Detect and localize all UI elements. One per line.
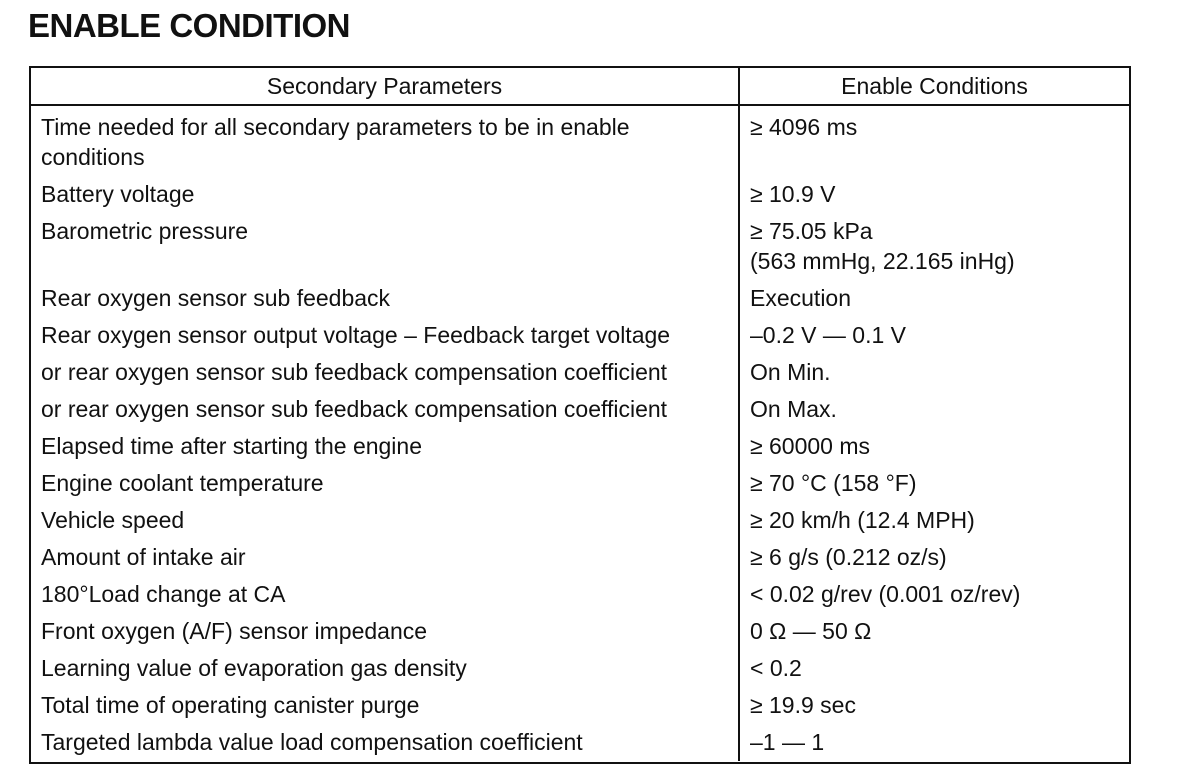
table-row: [31, 391, 1129, 428]
parameter-cell: 180°Load change at CA: [31, 576, 739, 613]
enable-condition-table: [29, 66, 1131, 764]
table-row: [31, 105, 1129, 176]
parameter-cell: Barometric pressure: [31, 213, 739, 280]
condition-cell: On Max.: [750, 396, 837, 422]
condition-cell: Execution: [750, 285, 852, 311]
condition-cell: ≥ 10.9 V: [750, 181, 836, 207]
parameter-cell: or rear oxygen sensor sub feedback compensation coefficient: [31, 354, 739, 391]
condition-cell: ≥ 70 °C (158 °F): [750, 470, 917, 496]
parameter-cell: Total time of operating canister purge: [31, 687, 739, 724]
table-row: [31, 465, 1129, 502]
condition-cell: ≥ 75.05 kPa (563 mmHg, 22.165 inHg): [750, 218, 1015, 274]
table-row: [31, 650, 1129, 687]
parameter-cell: Front oxygen (A/F) sensor impedance: [31, 613, 739, 650]
condition-cell: ≥ 60000 ms: [750, 433, 871, 459]
condition-cell: ≥ 19.9 sec: [750, 692, 856, 718]
table-row: [31, 539, 1129, 576]
condition-cell: –1 — 1: [750, 729, 825, 755]
parameter-cell: Amount of intake air: [31, 539, 739, 576]
table-row: [31, 428, 1129, 465]
parameter-cell: Elapsed time after starting the engine: [31, 428, 739, 465]
condition-cell: –0.2 V — 0.1 V: [750, 322, 906, 348]
parameter-cell: Engine coolant temperature: [31, 465, 739, 502]
table-row: [31, 213, 1129, 280]
header-enable-conditions: Enable Conditions: [739, 68, 1129, 105]
condition-cell: ≥ 4096 ms: [750, 114, 858, 140]
parameter-cell: Battery voltage: [31, 176, 739, 213]
condition-cell: 0 Ω — 50 Ω: [750, 618, 872, 644]
parameter-cell: Vehicle speed: [31, 502, 739, 539]
parameter-cell: Targeted lambda value load compensation coefficient: [31, 724, 739, 761]
condition-cell: < 0.2: [750, 655, 802, 681]
table-header-row: [31, 68, 1129, 105]
condition-cell: ≥ 6 g/s (0.212 oz/s): [750, 544, 947, 570]
table-row: [31, 317, 1129, 354]
table-row: [31, 687, 1129, 724]
parameter-cell: or rear oxygen sensor sub feedback compensation coefficient: [31, 391, 739, 428]
condition-cell: ≥ 20 km/h (12.4 MPH): [750, 507, 975, 533]
condition-cell: On Min.: [750, 359, 831, 385]
header-secondary-parameters: Secondary Parameters: [31, 68, 739, 105]
parameter-cell: Rear oxygen sensor sub feedback: [31, 280, 739, 317]
page-title: ENABLE CONDITION: [28, 7, 350, 44]
condition-cell: < 0.02 g/rev (0.001 oz/rev): [750, 581, 1021, 607]
table-row: [31, 280, 1129, 317]
table-row: [31, 576, 1129, 613]
table-row: [31, 354, 1129, 391]
parameter-cell: Rear oxygen sensor output voltage – Feedback target voltage: [31, 317, 739, 354]
table-row: [31, 502, 1129, 539]
parameter-cell: Time needed for all secondary parameters to be in enable conditions: [31, 105, 739, 176]
table-row: [31, 176, 1129, 213]
table-row: [31, 613, 1129, 650]
table-row: [31, 724, 1129, 761]
parameter-cell: Learning value of evaporation gas density: [31, 650, 739, 687]
